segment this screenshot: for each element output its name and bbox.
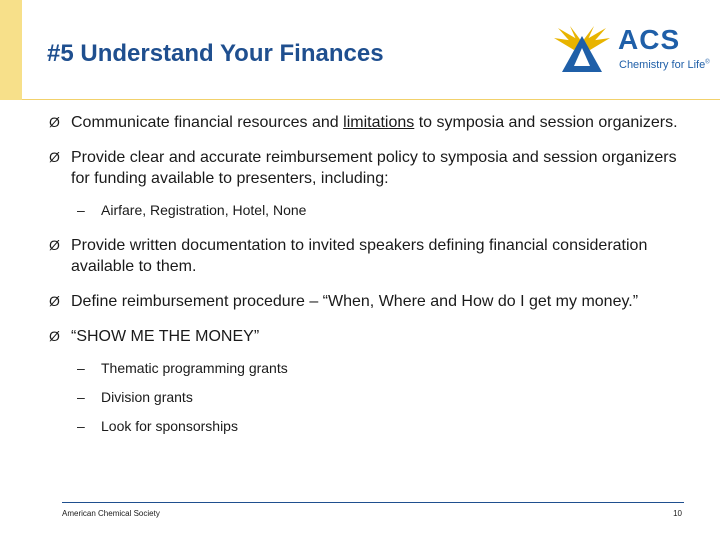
dash-icon: –	[77, 202, 85, 218]
acs-logo	[552, 24, 710, 82]
sub-bullet-item	[49, 359, 699, 377]
sub-bullet-text: Airfare, Registration, Hotel, None	[101, 202, 307, 218]
bullet-list	[49, 112, 699, 446]
underlined-word: limitations	[343, 114, 415, 131]
dash-icon: –	[77, 360, 85, 376]
dash-icon: –	[77, 389, 85, 405]
footer-organization: American Chemical Society	[62, 509, 160, 518]
sub-bullet-list	[49, 359, 699, 435]
page-number: 10	[673, 509, 682, 518]
bullet-arrow-icon: Ø	[49, 328, 60, 344]
sub-bullet-item	[49, 388, 699, 406]
bullet-arrow-icon: Ø	[49, 293, 60, 309]
logo-wordmark: ACS	[618, 24, 681, 55]
sub-bullet-item	[49, 417, 699, 435]
bullet-text: Provide clear and accurate reimbursement policy to symposia and session organizers for funding available to presenters, including:	[71, 149, 677, 187]
title-divider	[22, 99, 720, 100]
slide-title: #5 Understand Your Finances	[47, 40, 384, 67]
bullet-arrow-icon: Ø	[49, 149, 60, 165]
bullet-item	[49, 235, 699, 277]
bullet-item	[49, 112, 699, 133]
acs-emblem-icon	[552, 26, 612, 74]
sub-bullet-text: Look for sponsorships	[101, 418, 238, 434]
bullet-text: “SHOW ME THE MONEY”	[71, 328, 260, 345]
footer-divider	[62, 502, 684, 503]
bullet-arrow-icon: Ø	[49, 114, 60, 130]
bullet-text: Provide written documentation to invited speakers defining financial consideration available to them.	[71, 237, 648, 275]
left-accent-bar	[0, 0, 22, 100]
bullet-text: Communicate financial resources and limitations to symposia and session organizers.	[71, 114, 678, 131]
sub-bullet-text: Division grants	[101, 389, 193, 405]
bullet-item	[49, 147, 699, 189]
bullet-text: Define reimbursement procedure – “When, Where and How do I get my money.”	[71, 293, 639, 310]
sub-bullet-text: Thematic programming grants	[101, 360, 288, 376]
dash-icon: –	[77, 418, 85, 434]
sub-bullet-item	[49, 201, 699, 219]
bullet-arrow-icon: Ø	[49, 237, 60, 253]
logo-tagline: Chemistry for Life®	[619, 59, 710, 71]
bullet-item	[49, 326, 699, 347]
bullet-item	[49, 291, 699, 312]
